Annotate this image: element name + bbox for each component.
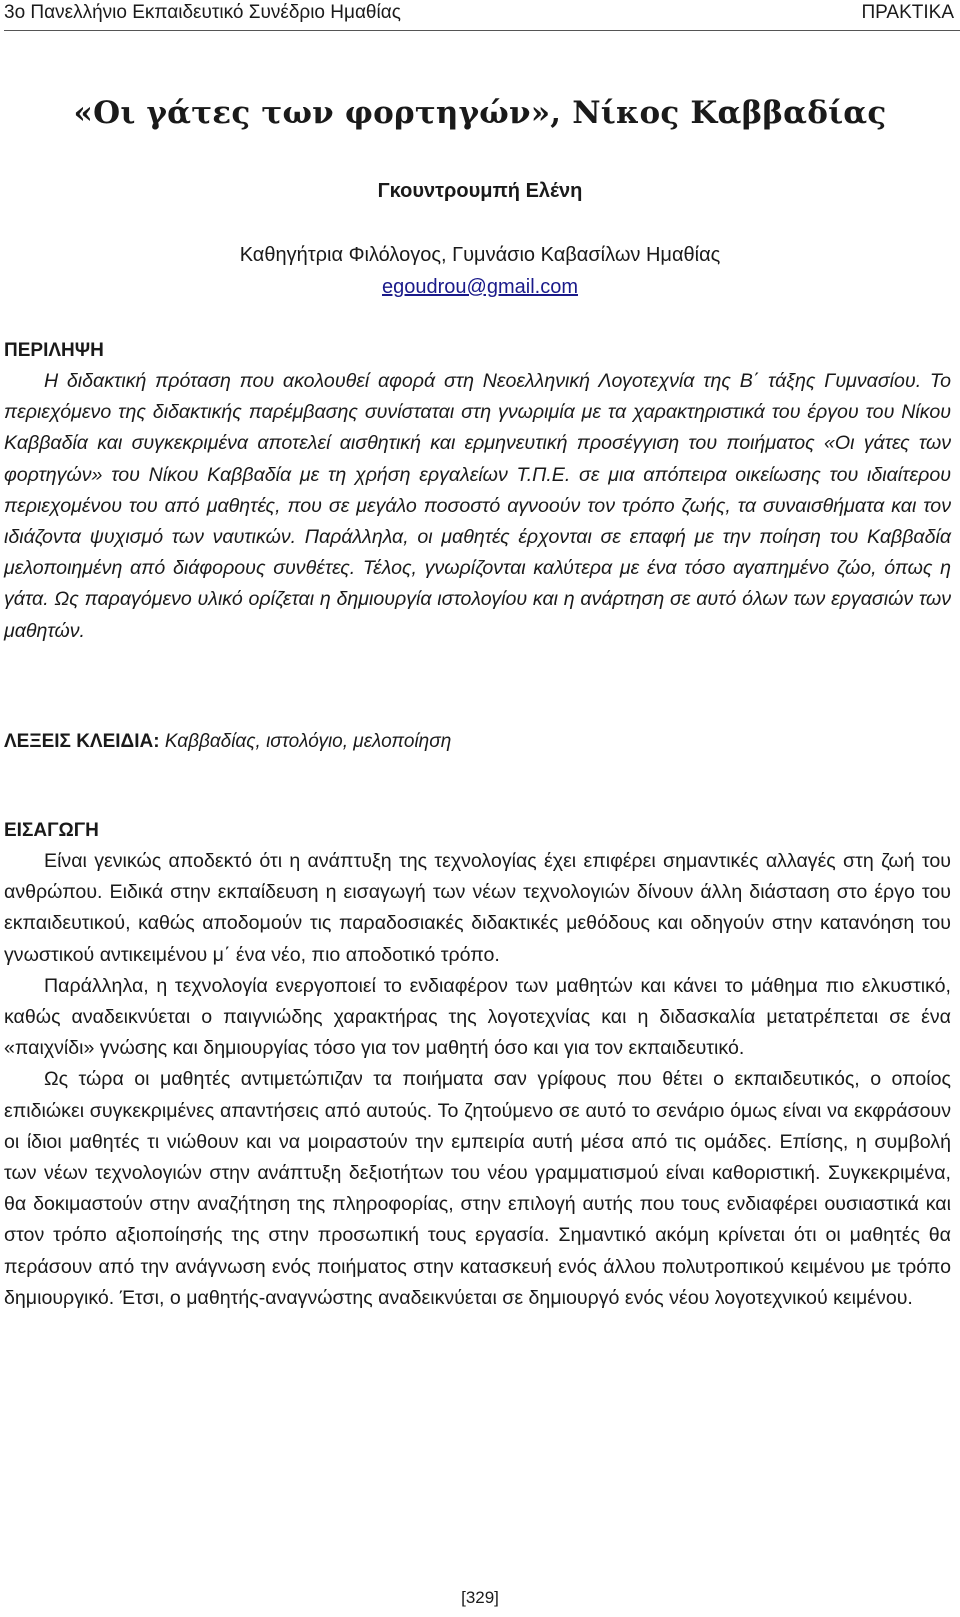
page-header xyxy=(4,0,960,31)
author-email-link[interactable]: egoudrou@gmail.com xyxy=(382,276,578,298)
paper-title: «Οι γάτες των φορτηγών», Νίκος Καββαδίας xyxy=(73,95,887,131)
keywords-label: ΛΕΞΕΙΣ ΚΛΕΙΔΙΑ: xyxy=(4,731,160,752)
abstract-heading: ΠΕΡΙΛΗΨΗ xyxy=(4,340,104,361)
proceedings-label: ΠΡΑΚΤΙΚΑ xyxy=(861,2,954,23)
intro-paragraph: Είναι γενικώς αποδεκτό ότι η ανάπτυξη της τεχνολογίας έχει επιφέρει σημαντικές αλλαγές στη ζωή του ανθρώπου. Ειδικά στην εκπαίδευση η εισαγωγή των νέων τεχνολογιών δίνουν άλλη διάσταση στο έργο του εκπαιδευτικού, καθώς αποδομούν τις παραδοσιακές διδακτικές μεθόδους και οδηγούν στην κατανόηση του γνωστικού αντικειμένου μ΄ ένα νέο, πιο αποδοτικό τρόπο. xyxy=(4,850,951,966)
introduction-body xyxy=(4,846,951,1314)
author-affiliation: Καθηγήτρια Φιλόλογος, Γυμνάσιο Καβασίλων Ημαθίας xyxy=(239,244,721,266)
abstract-body: Η διδακτική πρόταση που ακολουθεί αφορά στη Νεοελληνική Λογοτεχνία της Β΄ τάξης Γυμνασίου. Το περιεχόμενο της διδακτικής παρέμβασης συνίσταται στη γνωριμία με τα χαρακτηριστικά του έργου του Νίκου Καββαδία και συγκεκριμένα αποτελεί αισθητική και ερμηνευτική προσέγγιση του ποιήματος «Οι γάτες των φορτηγών» του Νίκου Καββαδία με τη χρήση εργαλείων Τ.Π.Ε. σε μια απόπειρα οικείωσης του ιδιαίτερου περιεχομένου του από μαθητές, που σε μεγάλο ποσοστό αγνοούν τον τρόπο ζωής, τα συναισθήματα και τον ιδιάζοντα ψυχισμό των ναυτικών. Παράλληλα, οι μαθητές έρχονται σε επαφή με την ποίηση του Καββαδία μελοποιημένη από διάφορους συνθέτες. Τέλος, γνωρίζονται καλύτερα με ένα τόσο αγαπημένο ζώο, όπως η γάτα. Ως παραγόμενο υλικό ορίζεται η δημιουργία ιστολογίου και η ανάρτηση σε αυτό όλων των εργασιών των μαθητών. xyxy=(4,370,951,642)
intro-paragraph: Παράλληλα, η τεχνολογία ενεργοποιεί το ενδιαφέρον των μαθητών και κάνει το μάθημα πιο ελκυστικό, καθώς αναδεικνύεται ο παιγνιώδης χαρακτήρας της λογοτεχνίας και η διδασκαλία μετατρέπεται σε ένα «παιχνίδι» γνώσης και δημιουργίας τόσο για τον μαθητή όσο και για τον εκπαιδευτικό. xyxy=(4,974,951,1060)
keywords-line xyxy=(4,729,951,755)
page-number: [329] xyxy=(461,1588,499,1607)
introduction-heading: ΕΙΣΑΓΩΓΗ xyxy=(4,820,99,841)
intro-paragraph: Ως τώρα οι μαθητές αντιμετώπιζαν τα ποιήματα σαν γρίφους που θέτει ο εκπαιδευτικός, ο οποίος επιδιώκει συγκεκριμένες απαντήσεις από αυτούς. Το ζητούμενο σε αυτό το σενάριο όμως είναι να εκφράσουν οι ίδιοι μαθητές τι νιώθουν και να μοιραστούν την εμπειρία αυτή μέσα από τις ομάδες. Επίσης, η συμβολή των νέων τεχνολογιών στην ανάπτυξη δεξιοτήτων του νέου γραμματισμού είναι καθοριστική. Συγκεκριμένα, θα δοκιμαστούν στην αναζήτηση της πληροφορίας, στην επιλογή αυτής που τους ενδιαφέρει ουσιαστικά και στον τρόπο αξιοποίησής της στην προσωπική τους εργασία. Σημαντικό ακόμη κρίνεται ότι οι μαθητές θα περάσουν από την ανάγνωση ενός ποιήματος στην κατασκευή ενός άλλου πολυτροπικού κειμένου με τρόπο δημιουργικό. Έτσι, ο μαθητής-αναγνώστης αναδεικνύεται σε δημιουργό ενός νέου λογοτεχνικού κειμένου. xyxy=(4,1068,951,1309)
author-name: Γκουντρουμπή Ελένη xyxy=(377,180,583,202)
conference-name: 3ο Πανελλήνιο Εκπαιδευτικό Συνέδριο Ημαθίας xyxy=(4,2,401,23)
abstract-text xyxy=(4,366,951,647)
keywords-value: Καββαδίας, ιστολόγιο, μελοποίηση xyxy=(164,731,452,752)
